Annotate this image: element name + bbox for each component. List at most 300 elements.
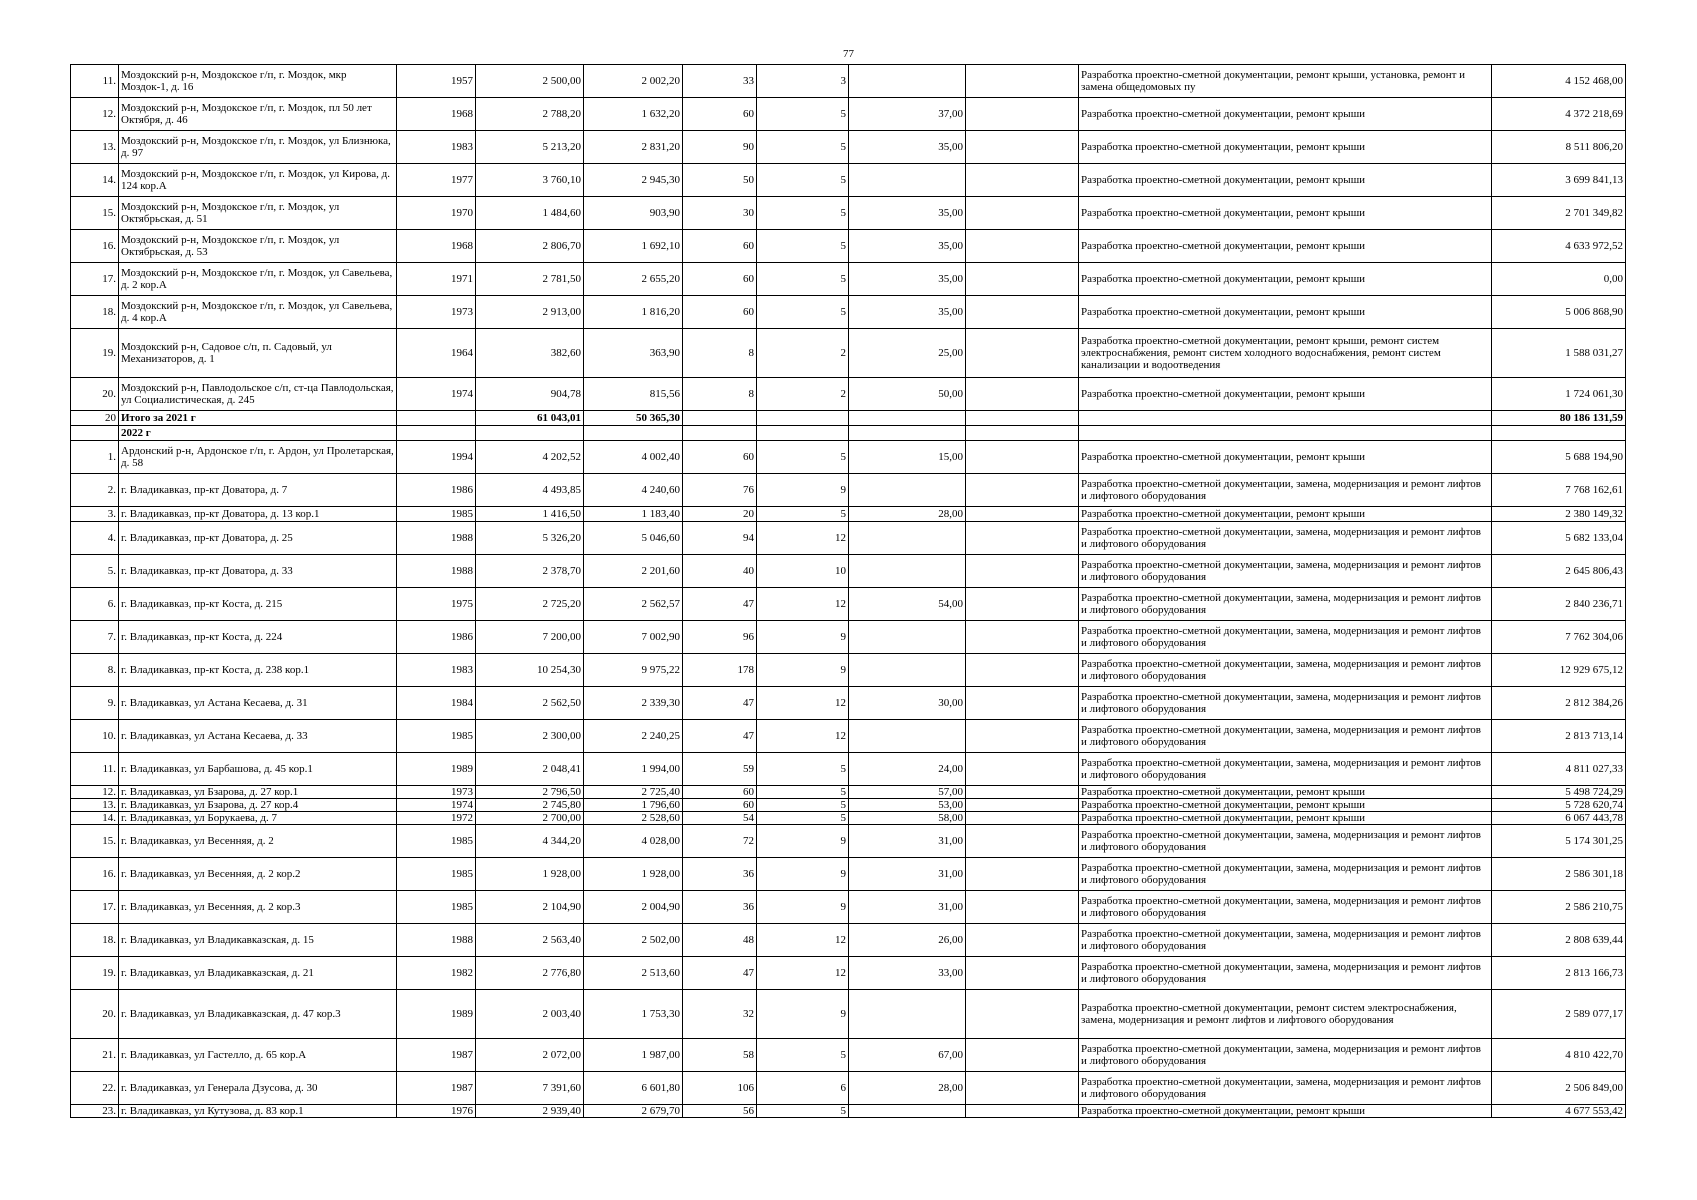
extra-cell bbox=[966, 197, 1079, 230]
residents-cell: 8 bbox=[683, 329, 757, 378]
year-cell: 1987 bbox=[397, 1072, 476, 1105]
address-cell: Моздокский р-н, Садовое с/п, п. Садовый, ул Механизаторов, д. 1 bbox=[119, 329, 397, 378]
address-cell: Моздокский р-н, Моздокское г/п, г. Моздок, ул Савельева, д. 4 кор.А bbox=[119, 296, 397, 329]
works-cell: Разработка проектно-сметной документации, ремонт крыши, установка, ремонт и замена общедомовых пу bbox=[1079, 65, 1492, 98]
residential-area-cell: 2 725,40 bbox=[584, 786, 683, 799]
row-number: 15. bbox=[71, 197, 119, 230]
wear-cell bbox=[849, 720, 966, 753]
row-number: 7. bbox=[71, 621, 119, 654]
wear-cell: 26,00 bbox=[849, 924, 966, 957]
year-cell: 1983 bbox=[397, 131, 476, 164]
table-row bbox=[71, 197, 1626, 230]
total-area-cell: 2 781,50 bbox=[476, 263, 584, 296]
floors-cell bbox=[757, 411, 849, 426]
wear-cell: 35,00 bbox=[849, 263, 966, 296]
year-cell: 1986 bbox=[397, 474, 476, 507]
residents-cell: 33 bbox=[683, 65, 757, 98]
floors-cell: 12 bbox=[757, 522, 849, 555]
table-row bbox=[71, 891, 1626, 924]
wear-cell bbox=[849, 990, 966, 1039]
row-number: 18. bbox=[71, 296, 119, 329]
floors-cell: 5 bbox=[757, 263, 849, 296]
residents-cell: 50 bbox=[683, 164, 757, 197]
total-area-cell bbox=[476, 426, 584, 441]
wear-cell: 67,00 bbox=[849, 1039, 966, 1072]
works-cell: Разработка проектно-сметной документации, замена, модернизация и ремонт лифтов и лифтового оборудования bbox=[1079, 957, 1492, 990]
extra-cell bbox=[966, 799, 1079, 812]
residents-cell bbox=[683, 411, 757, 426]
extra-cell bbox=[966, 98, 1079, 131]
cost-cell: 2 645 806,43 bbox=[1492, 555, 1626, 588]
floors-cell: 9 bbox=[757, 891, 849, 924]
extra-cell bbox=[966, 65, 1079, 98]
residents-cell: 30 bbox=[683, 197, 757, 230]
table-row bbox=[71, 474, 1626, 507]
row-number: 6. bbox=[71, 588, 119, 621]
address-cell: Моздокский р-н, Моздокское г/п, г. Моздок, ул Кирова, д. 124 кор.А bbox=[119, 164, 397, 197]
residents-cell: 60 bbox=[683, 98, 757, 131]
address-cell: г. Владикавказ, пр-кт Коста, д. 224 bbox=[119, 621, 397, 654]
address-cell: г. Владикавказ, пр-кт Коста, д. 238 кор.1 bbox=[119, 654, 397, 687]
floors-cell: 5 bbox=[757, 1105, 849, 1118]
cost-cell: 5 498 724,29 bbox=[1492, 786, 1626, 799]
total-area-cell: 1 928,00 bbox=[476, 858, 584, 891]
floors-cell: 10 bbox=[757, 555, 849, 588]
total-area-cell: 7 200,00 bbox=[476, 621, 584, 654]
total-area-cell: 1 416,50 bbox=[476, 507, 584, 522]
extra-cell bbox=[966, 378, 1079, 411]
total-area-cell: 2 745,80 bbox=[476, 799, 584, 812]
residents-cell: 47 bbox=[683, 687, 757, 720]
row-number: 18. bbox=[71, 924, 119, 957]
address-cell: г. Владикавказ, ул Бзарова, д. 27 кор.1 bbox=[119, 786, 397, 799]
row-number: 12. bbox=[71, 786, 119, 799]
wear-cell: 50,00 bbox=[849, 378, 966, 411]
works-cell: Разработка проектно-сметной документации, ремонт крыши bbox=[1079, 263, 1492, 296]
extra-cell bbox=[966, 263, 1079, 296]
residents-cell: 60 bbox=[683, 296, 757, 329]
cost-cell: 1 724 061,30 bbox=[1492, 378, 1626, 411]
row-number: 4. bbox=[71, 522, 119, 555]
works-cell: Разработка проектно-сметной документации, ремонт крыши bbox=[1079, 786, 1492, 799]
works-cell: Разработка проектно-сметной документации, ремонт крыши bbox=[1079, 164, 1492, 197]
table-row bbox=[71, 555, 1626, 588]
residential-area-cell: 363,90 bbox=[584, 329, 683, 378]
total-area-cell: 4 344,20 bbox=[476, 825, 584, 858]
year-cell: 1987 bbox=[397, 1039, 476, 1072]
extra-cell bbox=[966, 164, 1079, 197]
residents-cell: 58 bbox=[683, 1039, 757, 1072]
table-row bbox=[71, 621, 1626, 654]
residents-cell: 40 bbox=[683, 555, 757, 588]
cost-cell: 1 588 031,27 bbox=[1492, 329, 1626, 378]
subtotal-row bbox=[71, 411, 1626, 426]
address-cell: г. Владикавказ, ул Гастелло, д. 65 кор.А bbox=[119, 1039, 397, 1072]
wear-cell bbox=[849, 555, 966, 588]
total-area-cell: 2 939,40 bbox=[476, 1105, 584, 1118]
year-cell: 1974 bbox=[397, 799, 476, 812]
works-cell: Разработка проектно-сметной документации, ремонт крыши bbox=[1079, 98, 1492, 131]
address-cell: г. Владикавказ, пр-кт Коста, д. 215 bbox=[119, 588, 397, 621]
residents-cell: 60 bbox=[683, 441, 757, 474]
works-cell: Разработка проектно-сметной документации, ремонт крыши bbox=[1079, 131, 1492, 164]
works-cell: Разработка проектно-сметной документации, ремонт крыши bbox=[1079, 1105, 1492, 1118]
row-number: 17. bbox=[71, 263, 119, 296]
residential-area-cell: 1 994,00 bbox=[584, 753, 683, 786]
table-row bbox=[71, 296, 1626, 329]
row-number: 12. bbox=[71, 98, 119, 131]
address-cell: Моздокский р-н, Моздокское г/п, г. Моздок, ул Близнюка, д. 97 bbox=[119, 131, 397, 164]
wear-cell: 25,00 bbox=[849, 329, 966, 378]
extra-cell bbox=[966, 753, 1079, 786]
residential-area-cell: 815,56 bbox=[584, 378, 683, 411]
works-cell: Разработка проектно-сметной документации, замена, модернизация и ремонт лифтов и лифтового оборудования bbox=[1079, 924, 1492, 957]
year-cell: 1985 bbox=[397, 858, 476, 891]
table-row bbox=[71, 1039, 1626, 1072]
extra-cell bbox=[966, 1039, 1079, 1072]
residents-cell bbox=[683, 426, 757, 441]
total-area-cell: 10 254,30 bbox=[476, 654, 584, 687]
residents-cell: 20 bbox=[683, 507, 757, 522]
floors-cell: 5 bbox=[757, 197, 849, 230]
total-area-cell: 5 326,20 bbox=[476, 522, 584, 555]
floors-cell: 9 bbox=[757, 474, 849, 507]
residents-cell: 36 bbox=[683, 858, 757, 891]
cost-cell: 2 808 639,44 bbox=[1492, 924, 1626, 957]
address-cell: г. Владикавказ, ул Владикавказская, д. 15 bbox=[119, 924, 397, 957]
residential-area-cell: 2 004,90 bbox=[584, 891, 683, 924]
cost-cell: 4 152 468,00 bbox=[1492, 65, 1626, 98]
floors-cell: 5 bbox=[757, 507, 849, 522]
row-number: 13. bbox=[71, 799, 119, 812]
address-cell: г. Владикавказ, ул Весенняя, д. 2 кор.3 bbox=[119, 891, 397, 924]
cost-cell: 4 811 027,33 bbox=[1492, 753, 1626, 786]
residential-area-cell: 1 796,60 bbox=[584, 799, 683, 812]
residents-cell: 60 bbox=[683, 263, 757, 296]
wear-cell bbox=[849, 1105, 966, 1118]
capital-repair-table bbox=[70, 64, 1626, 1118]
table-row bbox=[71, 164, 1626, 197]
floors-cell: 9 bbox=[757, 654, 849, 687]
year-cell: 1985 bbox=[397, 720, 476, 753]
total-area-cell: 2 378,70 bbox=[476, 555, 584, 588]
year-cell bbox=[397, 411, 476, 426]
wear-cell bbox=[849, 65, 966, 98]
works-cell: Разработка проектно-сметной документации, ремонт крыши bbox=[1079, 230, 1492, 263]
year-cell: 1973 bbox=[397, 786, 476, 799]
works-cell: Разработка проектно-сметной документации, замена, модернизация и ремонт лифтов и лифтового оборудования bbox=[1079, 522, 1492, 555]
wear-cell: 28,00 bbox=[849, 1072, 966, 1105]
wear-cell: 31,00 bbox=[849, 891, 966, 924]
wear-cell: 31,00 bbox=[849, 858, 966, 891]
address-cell: г. Владикавказ, ул Генерала Дзусова, д. 30 bbox=[119, 1072, 397, 1105]
table-row bbox=[71, 799, 1626, 812]
table-row bbox=[71, 230, 1626, 263]
floors-cell: 9 bbox=[757, 825, 849, 858]
extra-cell bbox=[966, 1072, 1079, 1105]
address-cell: г. Владикавказ, ул Астана Кесаева, д. 31 bbox=[119, 687, 397, 720]
floors-cell: 5 bbox=[757, 786, 849, 799]
residential-area-cell: 1 632,20 bbox=[584, 98, 683, 131]
total-area-cell: 2 776,80 bbox=[476, 957, 584, 990]
year-cell: 1988 bbox=[397, 924, 476, 957]
year-cell: 1968 bbox=[397, 98, 476, 131]
residents-cell: 8 bbox=[683, 378, 757, 411]
total-area-cell: 2 913,00 bbox=[476, 296, 584, 329]
floors-cell: 3 bbox=[757, 65, 849, 98]
table-row bbox=[71, 263, 1626, 296]
residents-cell: 48 bbox=[683, 924, 757, 957]
extra-cell bbox=[966, 720, 1079, 753]
cost-cell: 12 929 675,12 bbox=[1492, 654, 1626, 687]
row-number: 11. bbox=[71, 65, 119, 98]
cost-cell: 4 372 218,69 bbox=[1492, 98, 1626, 131]
extra-cell bbox=[966, 230, 1079, 263]
residential-area-cell: 6 601,80 bbox=[584, 1072, 683, 1105]
address-cell: Моздокский р-н, Моздокское г/п, г. Моздок, ул Октябрьская, д. 51 bbox=[119, 197, 397, 230]
total-area-cell: 382,60 bbox=[476, 329, 584, 378]
floors-cell: 5 bbox=[757, 296, 849, 329]
wear-cell: 33,00 bbox=[849, 957, 966, 990]
wear-cell: 30,00 bbox=[849, 687, 966, 720]
residential-area-cell: 2 528,60 bbox=[584, 812, 683, 825]
cost-cell: 2 701 349,82 bbox=[1492, 197, 1626, 230]
row-number: 17. bbox=[71, 891, 119, 924]
floors-cell: 12 bbox=[757, 687, 849, 720]
wear-cell: 35,00 bbox=[849, 230, 966, 263]
works-cell: Разработка проектно-сметной документации, замена, модернизация и ремонт лифтов и лифтового оборудования bbox=[1079, 621, 1492, 654]
works-cell: Разработка проектно-сметной документации, ремонт крыши bbox=[1079, 507, 1492, 522]
floors-cell: 12 bbox=[757, 588, 849, 621]
row-number: 10. bbox=[71, 720, 119, 753]
address-cell: г. Владикавказ, ул Весенняя, д. 2 bbox=[119, 825, 397, 858]
address-cell: Итого за 2021 г bbox=[119, 411, 397, 426]
works-cell: Разработка проектно-сметной документации, замена, модернизация и ремонт лифтов и лифтового оборудования bbox=[1079, 1039, 1492, 1072]
floors-cell: 9 bbox=[757, 621, 849, 654]
works-cell: Разработка проектно-сметной документации, замена, модернизация и ремонт лифтов и лифтового оборудования bbox=[1079, 825, 1492, 858]
wear-cell: 57,00 bbox=[849, 786, 966, 799]
works-cell: Разработка проектно-сметной документации, замена, модернизация и ремонт лифтов и лифтового оборудования bbox=[1079, 1072, 1492, 1105]
row-number: 14. bbox=[71, 164, 119, 197]
table-row bbox=[71, 522, 1626, 555]
row-number: 11. bbox=[71, 753, 119, 786]
table-row bbox=[71, 131, 1626, 164]
residential-area-cell bbox=[584, 426, 683, 441]
year-cell: 1964 bbox=[397, 329, 476, 378]
extra-cell bbox=[966, 507, 1079, 522]
floors-cell: 12 bbox=[757, 957, 849, 990]
year-cell: 1970 bbox=[397, 197, 476, 230]
floors-cell: 5 bbox=[757, 441, 849, 474]
wear-cell bbox=[849, 621, 966, 654]
wear-cell: 15,00 bbox=[849, 441, 966, 474]
total-area-cell: 4 493,85 bbox=[476, 474, 584, 507]
cost-cell: 2 586 301,18 bbox=[1492, 858, 1626, 891]
total-area-cell: 2 003,40 bbox=[476, 990, 584, 1039]
cost-cell: 2 812 384,26 bbox=[1492, 687, 1626, 720]
residential-area-cell: 4 002,40 bbox=[584, 441, 683, 474]
extra-cell bbox=[966, 522, 1079, 555]
row-number: 14. bbox=[71, 812, 119, 825]
floors-cell: 5 bbox=[757, 164, 849, 197]
cost-cell: 80 186 131,59 bbox=[1492, 411, 1626, 426]
address-cell: 2022 г bbox=[119, 426, 397, 441]
row-number: 15. bbox=[71, 825, 119, 858]
address-cell: г. Владикавказ, ул Астана Кесаева, д. 33 bbox=[119, 720, 397, 753]
extra-cell bbox=[966, 858, 1079, 891]
residents-cell: 60 bbox=[683, 230, 757, 263]
year-cell: 1985 bbox=[397, 507, 476, 522]
residents-cell: 32 bbox=[683, 990, 757, 1039]
extra-cell bbox=[966, 131, 1079, 164]
table-row bbox=[71, 654, 1626, 687]
residents-cell: 60 bbox=[683, 786, 757, 799]
residents-cell: 96 bbox=[683, 621, 757, 654]
table-row bbox=[71, 507, 1626, 522]
works-cell: Разработка проектно-сметной документации, замена, модернизация и ремонт лифтов и лифтового оборудования bbox=[1079, 687, 1492, 720]
total-area-cell: 2 806,70 bbox=[476, 230, 584, 263]
year-cell: 1989 bbox=[397, 990, 476, 1039]
residential-area-cell: 50 365,30 bbox=[584, 411, 683, 426]
residents-cell: 56 bbox=[683, 1105, 757, 1118]
year-cell: 1971 bbox=[397, 263, 476, 296]
wear-cell: 35,00 bbox=[849, 197, 966, 230]
floors-cell: 5 bbox=[757, 131, 849, 164]
residents-cell: 60 bbox=[683, 799, 757, 812]
cost-cell: 5 682 133,04 bbox=[1492, 522, 1626, 555]
cost-cell: 0,00 bbox=[1492, 263, 1626, 296]
residential-area-cell: 2 679,70 bbox=[584, 1105, 683, 1118]
total-area-cell: 2 500,00 bbox=[476, 65, 584, 98]
cost-cell: 5 688 194,90 bbox=[1492, 441, 1626, 474]
residents-cell: 54 bbox=[683, 812, 757, 825]
address-cell: Моздокский р-н, Павлодольское с/п, ст-ца Павлодольская, ул Социалистическая, д. 245 bbox=[119, 378, 397, 411]
table-row bbox=[71, 825, 1626, 858]
works-cell: Разработка проектно-сметной документации, ремонт крыши bbox=[1079, 441, 1492, 474]
floors-cell: 5 bbox=[757, 812, 849, 825]
table-row bbox=[71, 588, 1626, 621]
residents-cell: 47 bbox=[683, 720, 757, 753]
floors-cell: 5 bbox=[757, 230, 849, 263]
page-number: 77 bbox=[843, 48, 854, 60]
cost-cell: 2 840 236,71 bbox=[1492, 588, 1626, 621]
address-cell: Моздокский р-н, Моздокское г/п, г. Моздок, ул Октябрьская, д. 53 bbox=[119, 230, 397, 263]
table-row bbox=[71, 98, 1626, 131]
row-number: 3. bbox=[71, 507, 119, 522]
table-row bbox=[71, 1072, 1626, 1105]
floors-cell: 5 bbox=[757, 1039, 849, 1072]
total-area-cell: 2 072,00 bbox=[476, 1039, 584, 1072]
address-cell: г. Владикавказ, ул Весенняя, д. 2 кор.2 bbox=[119, 858, 397, 891]
residential-area-cell: 7 002,90 bbox=[584, 621, 683, 654]
residential-area-cell: 2 945,30 bbox=[584, 164, 683, 197]
total-area-cell: 3 760,10 bbox=[476, 164, 584, 197]
table-row bbox=[71, 378, 1626, 411]
row-number: 9. bbox=[71, 687, 119, 720]
total-area-cell: 2 048,41 bbox=[476, 753, 584, 786]
table-row bbox=[71, 924, 1626, 957]
table-body bbox=[71, 65, 1626, 1118]
works-cell: Разработка проектно-сметной документации, замена, модернизация и ремонт лифтов и лифтового оборудования bbox=[1079, 720, 1492, 753]
works-cell: Разработка проектно-сметной документации, ремонт систем электроснабжения, замена, модернизация и ремонт лифтов и лифтового оборудования bbox=[1079, 990, 1492, 1039]
total-area-cell: 2 300,00 bbox=[476, 720, 584, 753]
row-number: 8. bbox=[71, 654, 119, 687]
residents-cell: 72 bbox=[683, 825, 757, 858]
wear-cell: 54,00 bbox=[849, 588, 966, 621]
row-number bbox=[71, 426, 119, 441]
residential-area-cell: 1 692,10 bbox=[584, 230, 683, 263]
total-area-cell: 1 484,60 bbox=[476, 197, 584, 230]
works-cell: Разработка проектно-сметной документации, замена, модернизация и ремонт лифтов и лифтового оборудования bbox=[1079, 753, 1492, 786]
total-area-cell: 904,78 bbox=[476, 378, 584, 411]
wear-cell: 24,00 bbox=[849, 753, 966, 786]
row-number: 16. bbox=[71, 858, 119, 891]
extra-cell bbox=[966, 957, 1079, 990]
extra-cell bbox=[966, 825, 1079, 858]
cost-cell: 2 813 713,14 bbox=[1492, 720, 1626, 753]
works-cell: Разработка проектно-сметной документации, ремонт крыши bbox=[1079, 296, 1492, 329]
residential-area-cell: 1 816,20 bbox=[584, 296, 683, 329]
cost-cell: 2 589 077,17 bbox=[1492, 990, 1626, 1039]
residential-area-cell: 4 028,00 bbox=[584, 825, 683, 858]
floors-cell: 9 bbox=[757, 858, 849, 891]
wear-cell bbox=[849, 164, 966, 197]
extra-cell bbox=[966, 426, 1079, 441]
table-row bbox=[71, 441, 1626, 474]
works-cell: Разработка проектно-сметной документации, замена, модернизация и ремонт лифтов и лифтового оборудования bbox=[1079, 654, 1492, 687]
residential-area-cell: 4 240,60 bbox=[584, 474, 683, 507]
row-number: 20. bbox=[71, 990, 119, 1039]
extra-cell bbox=[966, 812, 1079, 825]
year-cell: 1984 bbox=[397, 687, 476, 720]
table-row bbox=[71, 1105, 1626, 1118]
year-cell: 1988 bbox=[397, 522, 476, 555]
works-cell: Разработка проектно-сметной документации, ремонт крыши bbox=[1079, 799, 1492, 812]
extra-cell bbox=[966, 924, 1079, 957]
residential-area-cell: 2 339,30 bbox=[584, 687, 683, 720]
residential-area-cell: 1 928,00 bbox=[584, 858, 683, 891]
residential-area-cell: 5 046,60 bbox=[584, 522, 683, 555]
works-cell: Разработка проектно-сметной документации, замена, модернизация и ремонт лифтов и лифтового оборудования bbox=[1079, 474, 1492, 507]
cost-cell: 4 810 422,70 bbox=[1492, 1039, 1626, 1072]
table-row bbox=[71, 687, 1626, 720]
wear-cell: 53,00 bbox=[849, 799, 966, 812]
year-cell: 1982 bbox=[397, 957, 476, 990]
cost-cell: 2 586 210,75 bbox=[1492, 891, 1626, 924]
total-area-cell: 2 725,20 bbox=[476, 588, 584, 621]
residents-cell: 47 bbox=[683, 588, 757, 621]
extra-cell bbox=[966, 654, 1079, 687]
cost-cell: 7 768 162,61 bbox=[1492, 474, 1626, 507]
residential-area-cell: 9 975,22 bbox=[584, 654, 683, 687]
works-cell: Разработка проектно-сметной документации, замена, модернизация и ремонт лифтов и лифтового оборудования bbox=[1079, 588, 1492, 621]
extra-cell bbox=[966, 891, 1079, 924]
year-cell: 1985 bbox=[397, 891, 476, 924]
floors-cell: 6 bbox=[757, 1072, 849, 1105]
total-area-cell: 2 563,40 bbox=[476, 924, 584, 957]
cost-cell: 5 174 301,25 bbox=[1492, 825, 1626, 858]
floors-cell: 12 bbox=[757, 720, 849, 753]
total-area-cell: 4 202,52 bbox=[476, 441, 584, 474]
address-cell: г. Владикавказ, ул Владикавказская, д. 47 кор.3 bbox=[119, 990, 397, 1039]
residential-area-cell: 2 562,57 bbox=[584, 588, 683, 621]
table-row bbox=[71, 65, 1626, 98]
cost-cell: 6 067 443,78 bbox=[1492, 812, 1626, 825]
row-number: 23. bbox=[71, 1105, 119, 1118]
year-header-row bbox=[71, 426, 1626, 441]
year-cell: 1989 bbox=[397, 753, 476, 786]
address-cell: г. Владикавказ, пр-кт Доватора, д. 7 bbox=[119, 474, 397, 507]
